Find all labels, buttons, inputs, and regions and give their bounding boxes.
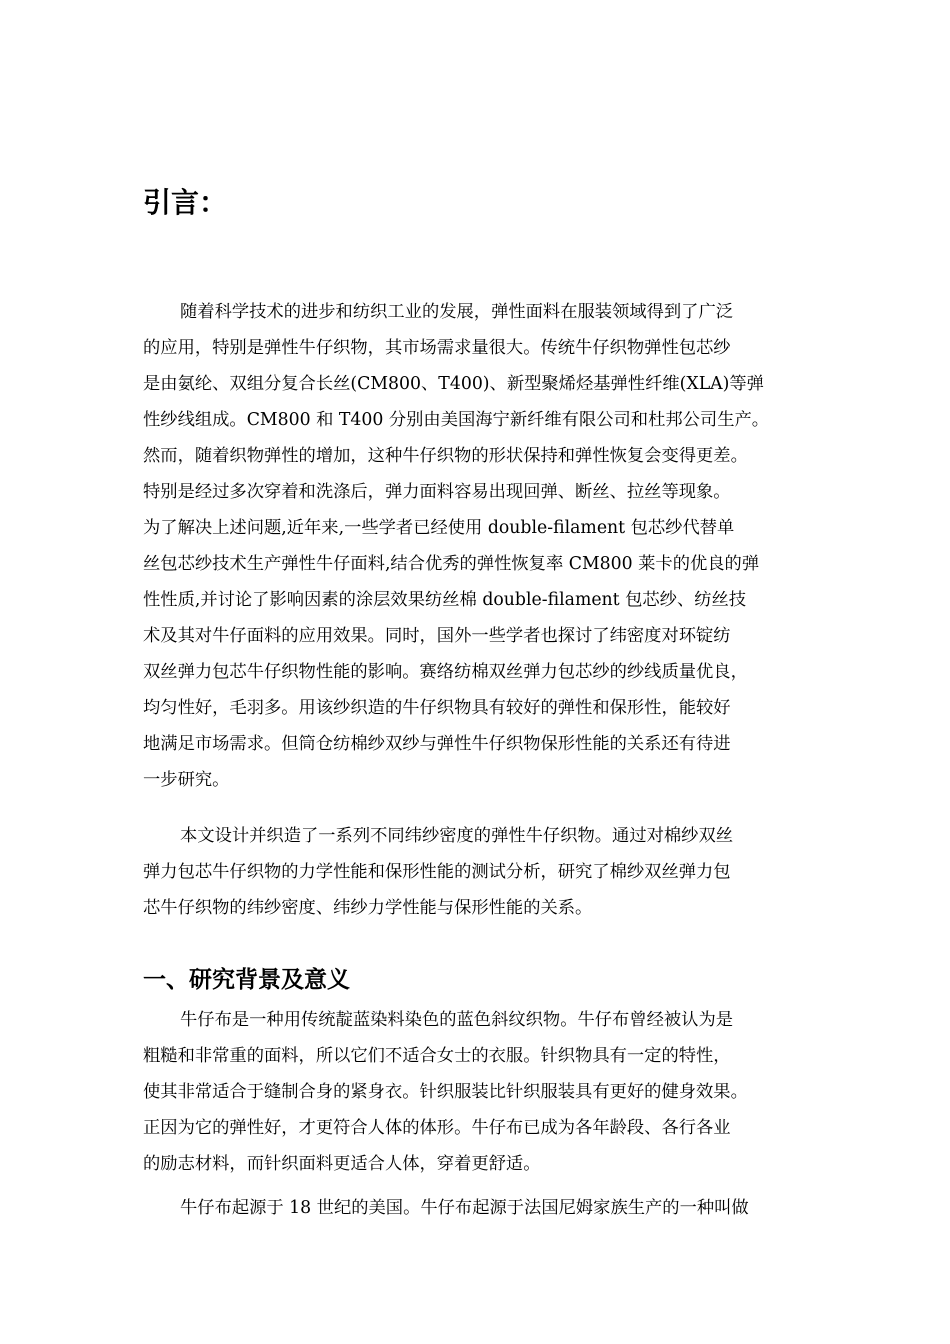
paragraph-line: 为了解决上述问题,近年来,一些学者已经使用 double-filament 包芯纱代替单 [143, 518, 735, 538]
paragraph-line: 牛仔布起源于 18 世纪的美国。牛仔布起源于法国尼姆家族生产的一种叫做 [180, 1198, 749, 1218]
paragraph-line: 是由氨纶、双组分复合长丝(CM800、T400)、新型聚烯烃基弹性纤维(XLA)等弹 [143, 374, 764, 394]
paragraph-line: 地满足市场需求。但筒仓纺棉纱双纱与弹性牛仔织物保形性能的关系还有待进 [143, 734, 731, 754]
paragraph-line: 的励志材料，而针织面料更适合人体，穿着更舒适。 [143, 1154, 541, 1174]
paragraph-line: 芯牛仔织物的纬纱密度、纬纱力学性能与保形性能的关系。 [143, 898, 593, 918]
paragraph-line: 然而，随着织物弹性的增加，这种牛仔织物的形状保持和弹性恢复会变得更差。 [143, 446, 748, 466]
paragraph-line: 本文设计并织造了一系列不同纬纱密度的弹性牛仔织物。通过对棉纱双丝 [180, 826, 734, 846]
paragraph-line: 的应用，特别是弹性牛仔织物，其市场需求量很大。传统牛仔织物弹性包芯纱 [143, 338, 731, 358]
paragraph-line: 一步研究。 [143, 770, 230, 790]
paragraph-line: 术及其对牛仔面料的应用效果。同时，国外一些学者也探讨了纬密度对环锭纺 [143, 626, 731, 646]
paragraph-line: 特别是经过多次穿着和洗涤后，弹力面料容易出现回弹、断丝、拉丝等现象。 [143, 482, 731, 502]
paragraph-line: 随着科学技术的进步和纺织工业的发展，弹性面料在服装领域得到了广泛 [180, 302, 734, 322]
paragraph-line: 牛仔布是一种用传统靛蓝染料染色的蓝色斜纹织物。牛仔布曾经被认为是 [180, 1010, 734, 1030]
paragraph-line: 丝包芯纱技术生产弹性牛仔面料,结合优秀的弹性恢复率 CM800 莱卡的优良的弹 [143, 554, 760, 574]
intro-heading: 引言： [143, 186, 228, 219]
paragraph-line: 双丝弹力包芯牛仔织物性能的影响。赛络纺棉双丝弹力包芯纱的纱线质量优良， [143, 662, 748, 682]
paragraph-line: 均匀性好，毛羽多。用该纱织造的牛仔织物具有较好的弹性和保形性，能较好 [143, 698, 731, 718]
paragraph-line: 正因为它的弹性好，才更符合人体的体形。牛仔布已成为各年龄段、各行各业 [143, 1118, 731, 1138]
paragraph-line: 使其非常适合于缝制合身的紧身衣。针织服装比针织服装具有更好的健身效果。 [143, 1082, 748, 1102]
paragraph-line: 粗糙和非常重的面料，所以它们不适合女士的衣服。针织物具有一定的特性， [143, 1046, 731, 1066]
paragraph-line: 弹力包芯牛仔织物的力学性能和保形性能的测试分析，研究了棉纱双丝弹力包 [143, 862, 731, 882]
paragraph-line: 性纱线组成。CM800 和 T400 分别由美国海宁新纤维有限公司和杜邦公司生产。 [143, 410, 770, 430]
section-heading: 一、研究背景及意义 [143, 967, 350, 993]
paragraph-line: 性性质,并讨论了影响因素的涂层效果纺丝棉 double-filament 包芯纱、纺丝技 [143, 590, 747, 610]
